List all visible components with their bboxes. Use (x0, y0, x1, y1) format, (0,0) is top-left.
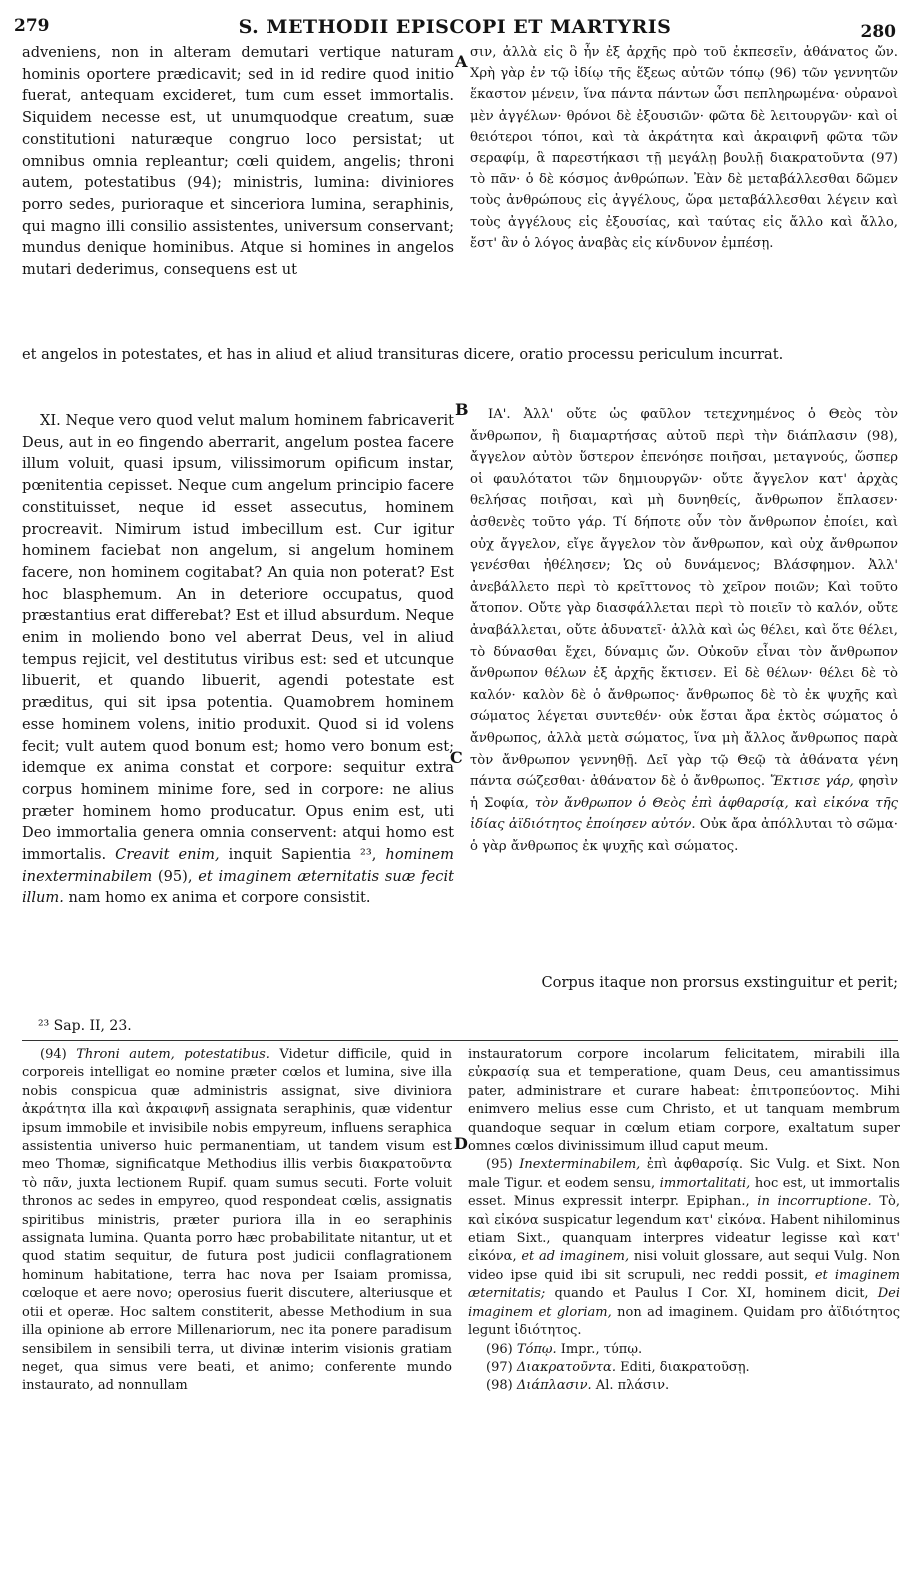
latin-paragraph-mid (22, 410, 454, 909)
scripture-footnote-text: ²³ Sap. II, 23. (38, 1018, 132, 1034)
greek-paragraph-top: σιν, ἀλλὰ εἰς ὃ ἦν ἐξ ἀρχῆς πρὸ τοῦ ἐκπεσεῖν, ἀθάνατος ὤν. Χρὴ γὰρ ἐν τῷ ἰδίῳ τῆς ἕξεως αὐτῶν τόπῳ (96) τῶν γεννητῶν ἕκαστον μένειν, ἵνα πάντα πάντων ὦσι πεπληρωμένα· οὐρανοὶ μὲν ἀγγέλων· θρόνοι δὲ ἐξουσιῶν· φῶτα δὲ λειτουργῶν· καὶ οἱ θειότεροι τόποι, καὶ τὰ ἀκράτητα καὶ ἀκραιφνῆ φῶτα τῶν σεραφίμ, ἃ παρεστήκασι τῇ μεγάλῃ βουλῇ διακρατοῦντα (97) τὸ πᾶν· ὁ δὲ κόσμος ἀνθρώπων. Ἐὰν δὲ μεταβάλλεσθαι δῶμεν τοὺς ἀνθρώπους εἰς ἀγγέλους, ὥρα μεταβάλλεσθαι λέγειν καὶ τοὺς ἀγγέλους εἰς ἐξουσίας, καὶ ταύτας εἰς ἄλλο καὶ ἄλλο, ἔστ' ἂν ὁ λόγος ἀναβὰς εἰς κίνδυνον ἐμπέσῃ. (470, 45, 898, 251)
italic-run: Creavit enim, (115, 846, 220, 864)
text-run: nam homo ex anima et corpore consistit. (63, 889, 371, 907)
latin-column-mid (22, 410, 454, 909)
text-run: non ad imaginem. Quidam pro ἀϊδιότητος legunt ἰδιότητος. (468, 1304, 900, 1339)
gloss-reading: Editi, διακρατοῦσῃ. (615, 1359, 750, 1375)
margin-letter-a: A (455, 52, 468, 71)
margin-letter-c: C (450, 748, 463, 767)
text-run: ἐπὶ ἀφθαρσίᾳ. Sic Vulg. et Sixt. Non male Tigur. et eodem sensu, (468, 1157, 900, 1191)
gloss-number: (96) (486, 1341, 517, 1357)
gloss-number: (98) (486, 1378, 517, 1394)
text-run: Τὸ, καὶ εἰκόνα suspicatur legendum κατ' εἰκόνα. Habent nihilominus etiam Sixt., quanquam interpres videatur legisse καὶ κατ' εἰκόνα, (468, 1194, 900, 1265)
greek-paragraph-mid (470, 404, 898, 857)
scripture-footnote (38, 1018, 438, 1034)
notes-divider (22, 1040, 898, 1041)
note-94 (22, 1046, 452, 1396)
italic-run: et imaginem æternitatis suæ fecit illum. (22, 867, 454, 907)
page-number-left: 279 (14, 16, 50, 36)
margin-letter-d: D (454, 1134, 468, 1153)
text-run: hoc est, ut immortalis esset. Minus expressit interpr. Epiphan., (468, 1175, 900, 1210)
bridge-text-1: et angelos in potestates, et has in aliud et aliud transituras dicere, oratio processu periculum incurrat. (22, 346, 784, 363)
text-run: (95) (486, 1157, 520, 1173)
page-number-right: 280 (860, 22, 896, 42)
text-run: quando et Paulus I Cor. XI, hominem dicit, (545, 1286, 878, 1302)
greek-column-mid (470, 404, 898, 857)
bridge-text-2: Corpus itaque non prorsus exstinguitur et perit; (541, 974, 898, 991)
running-header (14, 12, 896, 42)
text-run: XI. Neque vero quod velut malum hominem fabricaverit Deus, aut in eo fingendo aberrarit, angelum postea facere illum voluit, quasi ipsum, vilissimorum opificum instar, pœnitentia cepisset. Neque cum angelum principio facere constituisset, neque id esset assecutus, hominem procreavit. Nimirum istud imbecillum est. Cur igitur hominem faciebat non angelum, si angelum hominem facere, non hominem cogitabat? An quia non poterat? Est hoc blasphemum. An in deteriore occupatus, quod præstantius erat differebat? Est et illud absurdum. Neque enim in moliendo bono vel aberrat Deus, vel in aliud tempus rejicit, vel destitutus viribus est: sed et utcunque libuerit, et quando libuerit, agendi potestate est præditus, qui sit ipsa potentia. Quamobrem hominem esse hominem volens, initio produxit. Quod si id volens fecit; vult autem quod bonum est; homo vero bonum est; idemque ex anima constat et corpore: sequitur extra corpus hominem minime fore, sed in corpore: ne alius præter hominem homo producatur. Opus enim est, uti Deo immortalia genera omnia conservent: atqui homo est immortalis. (22, 412, 454, 864)
latin-bridge-line-2 (22, 972, 898, 994)
text-run: (94) (40, 1047, 77, 1062)
italic-run: et imaginem æternitatis; (468, 1267, 900, 1302)
text-run: Videtur difficile, quid in corporeis intelligat eo nomine præter cœlos et lumina, sive illa nobis conspicua quæ administris assignat, sive diviniora ἀκράτητα illa καὶ ἀκραιφνῆ assignata seraphinis, quæ videntur ipsum immobile et invisibile nobis empyreum, influens seraphica assistentia universo huic permanentiam, ut tandem visum est meo Thomæ, significatque Methodius illis verbis διακρατοῦντα τὸ πᾶν, juxta lectionem Rupif. quam sumus secuti. Forte voluit thronos ac sedes in empyreo, quod respondeat cœlis, assignatis spiritibus ministris, præter puriora illa in eo seraphinis assignata lumina. Quanta porro hæc probabilitate nitantur, ut et quod statim sequitur, de futura post judicii conflagrationem hominum habitatione, terra hac nova per Isaiam promissa, cœloque et aere novo; operosius fuerit discutere, alteriusque et otii et operæ. Hoc saltem constiterit, abesse Methodium in sua illa opinione ab errore Millenariorum, nec ita ponere paradisum sensibilem in sensibili terra, ut divinæ interim visionis gratiam neget, qua simus vere beati, et animo; conferente mundo instaurato, ad nonnullam (22, 1047, 452, 1394)
gloss-term: Διάπλασιν. (516, 1378, 592, 1394)
latin-bridge-line-1 (22, 344, 898, 366)
italic-run: Inexterminabilem, (519, 1157, 641, 1173)
gloss-reading: Al. πλάσιν. (591, 1378, 670, 1394)
greek-column-top (470, 42, 898, 254)
gloss-number: (97) (486, 1359, 517, 1375)
notes-right-column (468, 1046, 900, 1396)
gloss-note (468, 1341, 900, 1359)
latin-column-top (22, 42, 454, 281)
italic-run: Dei imaginem et gloriam, (468, 1286, 900, 1320)
text-run: instauratorum corpore incolarum felicitatem, mirabili illa εὐκρασίᾳ sua et temperatione, quam Deus, ceu amantissimus pater, administrare et curare habeat: ἐπιτροπεύοντος. Mihi enimvero melius esse cum Christo, et ut tanquam membrum quandoque sequar in cœlum etiam corpore, exaltatum super omnes cœlos divinissimum illud caput meum. (468, 1047, 900, 1155)
italic-run: Throni autem, potestatibus. (76, 1047, 270, 1062)
notes-left-column (22, 1046, 452, 1396)
running-title: S. METHODII EPISCOPI ET MARTYRIS (238, 16, 672, 38)
gloss-note (468, 1377, 900, 1395)
margin-letter-b: B (455, 400, 469, 419)
gloss-note (468, 1359, 900, 1377)
text-run: Οὐκ ἄρα ἀπόλλυται τὸ σῶμα· ὁ γὰρ ἄνθρωπος ἐκ ψυχῆς καὶ σώματος. (470, 817, 899, 854)
italic-run: τὸν ἄνθρωπον ὁ Θεὸς ἐπὶ ἀφθαρσίᾳ, καὶ εἰκόνα τῆς ἰδίας ἀϊδιότητος ἐποίησεν αὐτόν. (470, 795, 898, 833)
text-run: nisi voluit glossare, aut sequi Vulg. Non video ipse quid ibi sit scrupuli, nec reddi possit, (468, 1249, 900, 1283)
italic-run: hominem inexterminabilem (22, 846, 454, 885)
italic-run: Ἔκτισε γάρ, (769, 774, 854, 790)
gloss-term: Διακρατοῦντα. (516, 1359, 616, 1375)
italic-run: immortalitati, (659, 1175, 751, 1191)
gloss-term: Τόπῳ. (516, 1341, 557, 1357)
gloss-list (468, 1341, 900, 1396)
italic-run: in incorruptione. (757, 1194, 872, 1210)
text-run: (95), (152, 867, 199, 885)
notes-95 (468, 1046, 900, 1341)
gloss-reading: Impr., τύπῳ. (556, 1341, 643, 1357)
text-run: φησὶν ἡ Σοφία, (470, 774, 898, 811)
italic-run: et ad imaginem, (521, 1249, 630, 1265)
text-run: ΙΑ'. Ἀλλ' οὔτε ὡς φαῦλον τετεχνημένος ὁ Θεὸς τὸν ἄνθρωπον, ἢ διαμαρτήσας αὐτοῦ περὶ τὴν διάπλασιν (98), ἄγγελον αὐτὸν ὕστερον ἐπενόησε ποιῆσαι, μεταγνούς, ὥσπερ οἱ φαυλότατοι τῶν δημιουργῶν· οὔτε ἄγγελον κατ' ἀρχὰς θελήσας ποιῆσαι, καὶ μὴ δυνηθείς, ἄνθρωπον ἔπλασεν· ἀσθενὲς τοῦτο γάρ. Τί δήποτε οὖν τὸν ἄνθρωπον ἐποίει, καὶ οὐχ ἄγγελον, εἴγε ἄγγελον τὸν ἄνθρωπον, καὶ οὐχ ἄνθρωπον γενέσθαι ἠθέλησεν; Ὡς οὐ δυνάμενος; Βλάσφημον. Ἀλλ' ἀνεβάλλετο περὶ τὸ κρεῖττονος τὸ χεῖρον ποιῶν; Καὶ τοῦτο ἄτοπον. Οὔτε γὰρ διασφάλλεται περὶ τὸ ποιεῖν τὸ καλόν, οὔτε ἀναβάλλεται, οὔτε ἀδυνατεῖ· ἀλλὰ καὶ ὡς θέλει, καὶ ὅτε θέλει, τὸ δύνασθαι ἔχει, δύναμις ὤν. Οὐκοῦν εἶναι τὸν ἄνθρωπον ἄνθρωπον θέλων ἐξ ἀρχῆς ἔκτισεν. Εἰ δὲ θέλων· θέλει δὲ τὸ καλόν· καλὸν δὲ ὁ ἄνθρωπος· ἄνθρωπος δὲ τὸ ἐκ ψυχῆς καὶ σώματος λέγεται συντεθέν· οὐκ ἔσται ἄρα ἐκτὸς σώματος ὁ ἄνθρωπος, ἀλλὰ μετὰ σώματος, ἵνα μὴ ἄλλος ἄνθρωπος παρὰ τὸν ἄνθρωπον γεννηθῇ. Δεῖ γὰρ τῷ Θεῷ τὰ ἀθάνατα γένη πάντα σώζεσθαι· ἀθάνατον δὲ ὁ ἄνθρωπος. (470, 407, 898, 790)
text-run: inquit Sapientia ²³, (219, 846, 386, 864)
latin-paragraph-top: adveniens, non in alteram demutari vertique naturam hominis oportere prædicavit; sed in id redire quod initio fuerat, antequam excideret, tum cum esset immortalis. Siquidem necesse est, ut unumquodque creatum, suæ constitutioni naturæque congruo loco persistat; ut omnibus omnia repleantur; cœli quidem, angelis; throni autem, potestatibus (94); ministris, lumina: diviniores porro sedes, purioraque et sinceriora lumina, seraphinis, qui magno illi consilio assistentes, universum conservant; mundus denique hominibus. Atque si homines in angelos mutari dederimus, consequens est ut (22, 44, 454, 279)
